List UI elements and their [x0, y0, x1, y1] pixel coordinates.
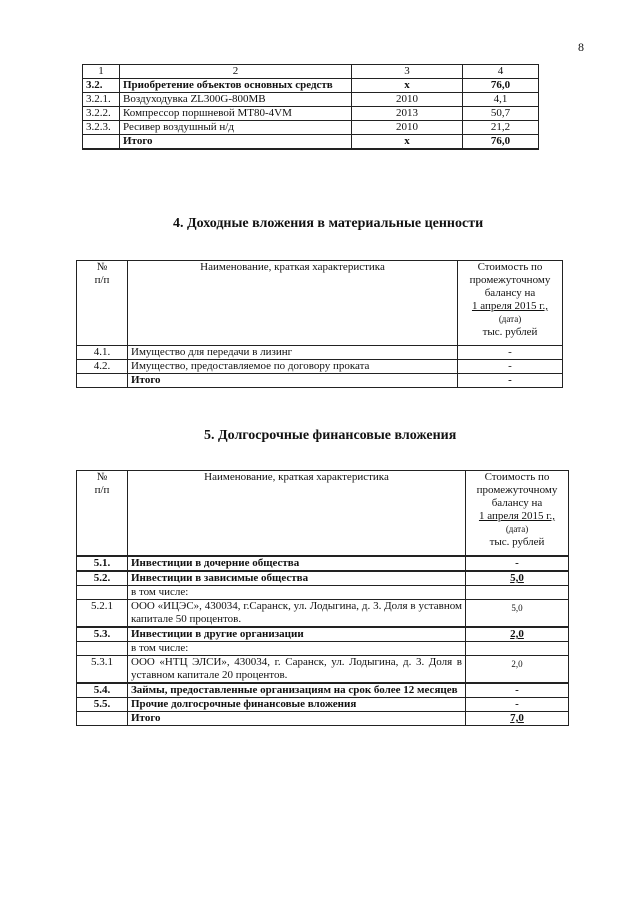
- row-number: [77, 374, 128, 388]
- header-name: Наименование, краткая характеристика: [128, 261, 458, 346]
- table-row: [77, 698, 569, 712]
- row-number: 3.2.2.: [83, 107, 120, 121]
- row-number: 5.5.: [77, 698, 128, 712]
- table-row: [77, 571, 569, 586]
- table-row: [83, 79, 539, 93]
- row-value: [466, 642, 569, 656]
- table-row: [77, 656, 569, 684]
- row-value: 21,2: [463, 121, 539, 135]
- section-5-title: 5. Долгосрочные финансовые вложения: [204, 428, 457, 443]
- table-row: [77, 600, 569, 628]
- header-num: № п/п: [77, 261, 128, 346]
- table-header-row: [77, 471, 569, 557]
- row-number: 5.2.: [77, 571, 128, 586]
- table-row: [77, 360, 563, 374]
- header-cost-line: балансу на: [484, 287, 536, 299]
- row-name: в том числе:: [128, 586, 466, 600]
- row-value: 7,0: [466, 712, 569, 726]
- row-name: Итого: [128, 712, 466, 726]
- row-name: Инвестиции в другие организации: [128, 627, 466, 642]
- row-year: 2010: [352, 93, 463, 107]
- row-year: x: [352, 79, 463, 93]
- row-name: Имущество, предоставляемое по договору проката: [128, 360, 458, 374]
- row-value: 4,1: [463, 93, 539, 107]
- header-cost-line: Стоимость по: [484, 471, 550, 483]
- row-name: в том числе:: [128, 642, 466, 656]
- row-value: -: [458, 346, 563, 360]
- row-value: [466, 586, 569, 600]
- row-name: Приобретение объектов основных средств: [120, 79, 352, 93]
- row-number: 5.1.: [77, 556, 128, 571]
- table-total-row: [77, 712, 569, 726]
- row-year: x: [352, 135, 463, 150]
- row-name: Инвестиции в дочерние общества: [128, 556, 466, 571]
- row-value: 50,7: [463, 107, 539, 121]
- row-number: [83, 135, 120, 150]
- income-investments-table: [76, 260, 563, 388]
- row-name: Ресивер воздушный н/д: [120, 121, 352, 135]
- row-name: Компрессор поршневой МТ80-4VM: [120, 107, 352, 121]
- row-name: Итого: [128, 374, 458, 388]
- row-number: [77, 712, 128, 726]
- header-cost-date: 1 апреля 2015 г.,: [478, 510, 556, 522]
- table-total-row: [77, 374, 563, 388]
- long-term-investments-table: [76, 470, 569, 726]
- table-row: [83, 93, 539, 107]
- row-value: 2,0: [466, 627, 569, 642]
- row-name: Имущество для передачи в лизинг: [128, 346, 458, 360]
- row-number: 5.3.: [77, 627, 128, 642]
- row-number: 3.2.1.: [83, 93, 120, 107]
- header-cost-date-caption: (дата): [498, 314, 522, 324]
- header-num: № п/п: [77, 471, 128, 557]
- row-number: [77, 642, 128, 656]
- header-cost-line: промежуточному: [469, 274, 551, 286]
- row-name: Инвестиции в зависимые общества: [128, 571, 466, 586]
- row-value: -: [458, 360, 563, 374]
- row-name: Итого: [120, 135, 352, 150]
- header-cost: [458, 261, 563, 346]
- row-value: -: [466, 698, 569, 712]
- row-number: 4.1.: [77, 346, 128, 360]
- row-name: ООО «ИЦЭС», 430034, г.Саранск, ул. Лодыгина, д. 3. Доля в уставном капитале 50 процентов.: [128, 600, 466, 628]
- table-row: [83, 107, 539, 121]
- section-4-title: 4. Доходные вложения в материальные ценности: [173, 216, 484, 231]
- table-row: [77, 556, 569, 571]
- header-cost-date-caption: (дата): [505, 524, 529, 534]
- row-year: 2013: [352, 107, 463, 121]
- header-cell: 4: [463, 65, 539, 79]
- row-number: 3.2.3.: [83, 121, 120, 135]
- page-number: 8: [578, 40, 584, 54]
- row-number: 3.2.: [83, 79, 120, 93]
- table-header-row: [77, 261, 563, 346]
- row-value: 76,0: [463, 135, 539, 150]
- header-cost-unit: тыс. рублей: [482, 326, 538, 338]
- table-row: [77, 627, 569, 642]
- table-row: [83, 121, 539, 135]
- header-cost-line: Стоимость по: [477, 261, 543, 273]
- row-number: 5.4.: [77, 683, 128, 698]
- row-value: 2,0: [466, 656, 569, 684]
- row-value: 5,0: [466, 571, 569, 586]
- table-row: [77, 586, 569, 600]
- row-value: -: [466, 556, 569, 571]
- header-cost: [466, 471, 569, 557]
- table-row: [77, 642, 569, 656]
- table-header-row: [83, 65, 539, 79]
- table-row: [77, 346, 563, 360]
- row-name: Прочие долгосрочные финансовые вложения: [128, 698, 466, 712]
- row-value: 5,0: [466, 600, 569, 628]
- row-number: 5.2.1: [77, 600, 128, 628]
- row-value: -: [458, 374, 563, 388]
- header-cell: 3: [352, 65, 463, 79]
- header-cost-date: 1 апреля 2015 г.,: [471, 300, 549, 312]
- header-cell: 2: [120, 65, 352, 79]
- row-value: -: [466, 683, 569, 698]
- row-number: 5.3.1: [77, 656, 128, 684]
- header-cost-unit: тыс. рублей: [489, 536, 545, 548]
- header-cell: 1: [83, 65, 120, 79]
- table-total-row: [83, 135, 539, 150]
- row-number: [77, 586, 128, 600]
- row-number: 4.2.: [77, 360, 128, 374]
- row-name: Займы, предоставленные организациям на срок более 12 месяцев: [128, 683, 466, 698]
- table-row: [77, 683, 569, 698]
- fixed-assets-table: [82, 64, 539, 150]
- row-name: Воздуходувка ZL300G-800MB: [120, 93, 352, 107]
- row-year: 2010: [352, 121, 463, 135]
- row-value: 76,0: [463, 79, 539, 93]
- header-cost-line: балансу на: [491, 497, 543, 509]
- header-cost-line: промежуточному: [476, 484, 558, 496]
- row-name: ООО «НТЦ ЭЛСИ», 430034, г. Саранск, ул. Лодыгина, д. 3. Доля в уставном капитале 20 процентов.: [128, 656, 466, 684]
- header-name: Наименование, краткая характеристика: [128, 471, 466, 557]
